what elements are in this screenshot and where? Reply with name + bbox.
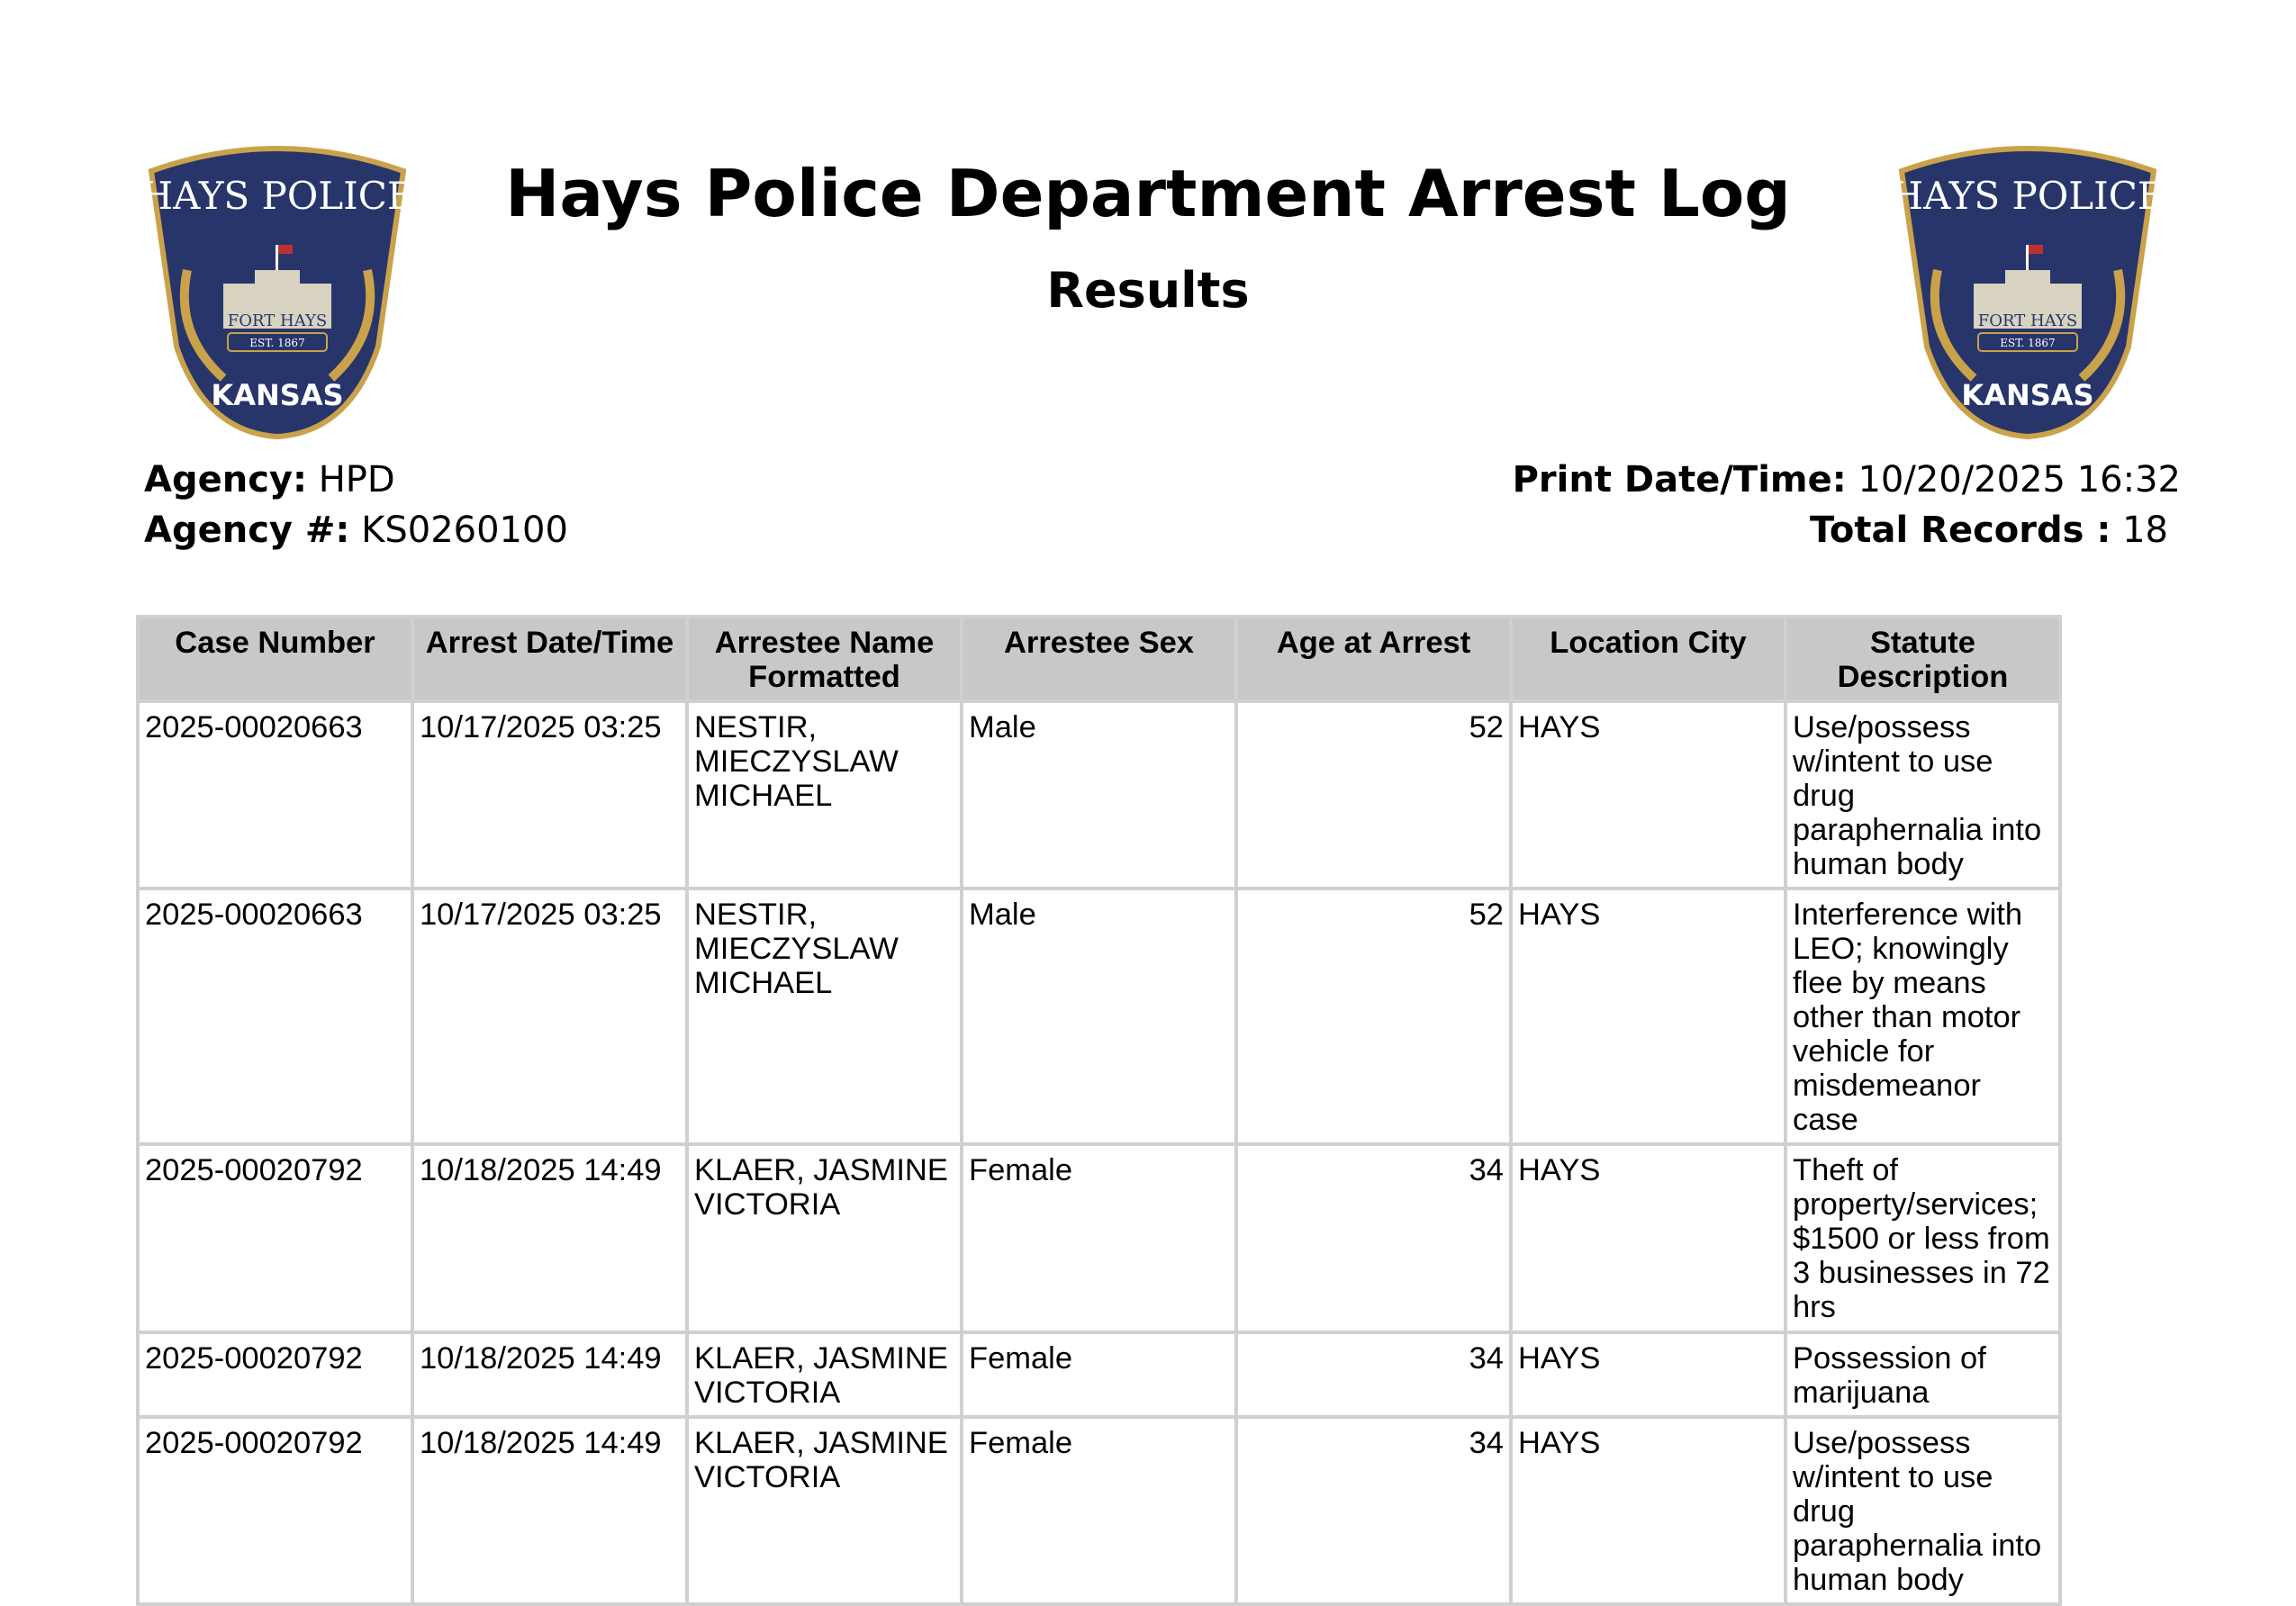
column-header: Arrest Date/Time (414, 618, 685, 699)
statute-cell: Theft of property/services; $1500 or less from 3 businesses in 72 hrs (1787, 1146, 2058, 1331)
table-row (140, 703, 2058, 887)
print-datetime-row (1513, 455, 2181, 505)
table-row (140, 890, 2058, 1142)
column-header: Case Number (140, 618, 411, 699)
table-row (140, 1419, 2058, 1602)
badge-est-text: EST. 1867 (2000, 337, 2056, 349)
table-row (140, 1146, 2058, 1331)
arrest-datetime-cell: 10/18/2025 14:49 (414, 1419, 685, 1602)
age-cell: 34 (1238, 1419, 1509, 1602)
badge-middle-text: FORT HAYS (1977, 311, 2078, 330)
case-number-cell: 2025-00020792 (140, 1146, 411, 1331)
age-cell: 52 (1238, 890, 1509, 1142)
case-number-cell: 2025-00020663 (140, 890, 411, 1142)
location-city-cell: HAYS (1513, 1419, 1784, 1602)
arrestee-sex-cell: Male (963, 890, 1234, 1142)
column-header: Arrestee Name Formatted (689, 618, 960, 699)
badge-middle-text: FORT HAYS (227, 311, 328, 330)
total-records-value: 18 (2122, 510, 2168, 551)
arrestee-name-cell: KLAER, JASMINE VICTORIA (689, 1334, 960, 1415)
location-city-cell: HAYS (1513, 703, 1784, 887)
arrestee-name-cell: KLAER, JASMINE VICTORIA (689, 1419, 960, 1602)
column-header: Age at Arrest (1238, 618, 1509, 699)
statute-cell: Use/possess w/intent to use drug paraphernalia into human body (1787, 1419, 2058, 1602)
total-records-row (1513, 505, 2181, 555)
statute-cell: Interference with LEO; knowingly flee by means other than motor vehicle for misdemeanor case (1787, 890, 2058, 1142)
page-subtitle: Results (1046, 262, 1250, 319)
print-info (1513, 455, 2181, 555)
age-cell: 34 (1238, 1334, 1509, 1415)
page-title: Hays Police Department Arrest Log (505, 156, 1791, 231)
location-city-cell: HAYS (1513, 1334, 1784, 1415)
arrestee-sex-cell: Male (963, 703, 1234, 887)
arrestee-sex-cell: Female (963, 1334, 1234, 1415)
age-cell: 34 (1238, 1146, 1509, 1331)
print-datetime-value: 10/20/2025 16:32 (1858, 459, 2181, 501)
arrest-datetime-cell: 10/17/2025 03:25 (414, 703, 685, 887)
column-header: Arrestee Sex (963, 618, 1234, 699)
column-header: Location City (1513, 618, 1784, 699)
arrestee-name-cell: KLAER, JASMINE VICTORIA (689, 1146, 960, 1331)
arrest-log-table (136, 615, 2062, 1606)
statute-cell: Possession of marijuana (1787, 1334, 2058, 1415)
agency-number-row (144, 505, 568, 555)
badge-bottom-text: KANSAS (211, 378, 344, 412)
agency-number-value: KS0260100 (361, 510, 568, 551)
arrest-datetime-cell: 10/18/2025 14:49 (414, 1146, 685, 1331)
arrestee-name-cell: NESTIR, MIECZYSLAW MICHAEL (689, 703, 960, 887)
total-records-label: Total Records : (1809, 510, 2111, 551)
badge-est-text: EST. 1867 (249, 337, 305, 349)
print-datetime-label: Print Date/Time: (1512, 459, 1847, 501)
location-city-cell: HAYS (1513, 1146, 1784, 1331)
agency-row (144, 455, 568, 505)
arrestee-sex-cell: Female (963, 1146, 1234, 1331)
column-header: Statute Description (1787, 618, 2058, 699)
agency-info (144, 455, 568, 555)
statute-cell: Use/possess w/intent to use drug paraphernalia into human body (1787, 703, 2058, 887)
table-row (140, 1334, 2058, 1415)
table-header-row (140, 618, 2058, 699)
badge-bottom-text: KANSAS (1961, 378, 2094, 412)
case-number-cell: 2025-00020663 (140, 703, 411, 887)
arrest-datetime-cell: 10/17/2025 03:25 (414, 890, 685, 1142)
case-number-cell: 2025-00020792 (140, 1334, 411, 1415)
arrestee-sex-cell: Female (963, 1419, 1234, 1602)
arrest-datetime-cell: 10/18/2025 14:49 (414, 1334, 685, 1415)
agency-label: Agency: (144, 459, 307, 501)
arrestee-name-cell: NESTIR, MIECZYSLAW MICHAEL (689, 890, 960, 1142)
badge-top-text: HAYS POLICE (140, 174, 415, 218)
case-number-cell: 2025-00020792 (140, 1419, 411, 1602)
location-city-cell: HAYS (1513, 890, 1784, 1142)
agency-number-label: Agency #: (144, 510, 350, 551)
agency-value: HPD (318, 459, 395, 501)
badge-top-text: HAYS POLICE (1890, 174, 2165, 218)
age-cell: 52 (1238, 703, 1509, 887)
